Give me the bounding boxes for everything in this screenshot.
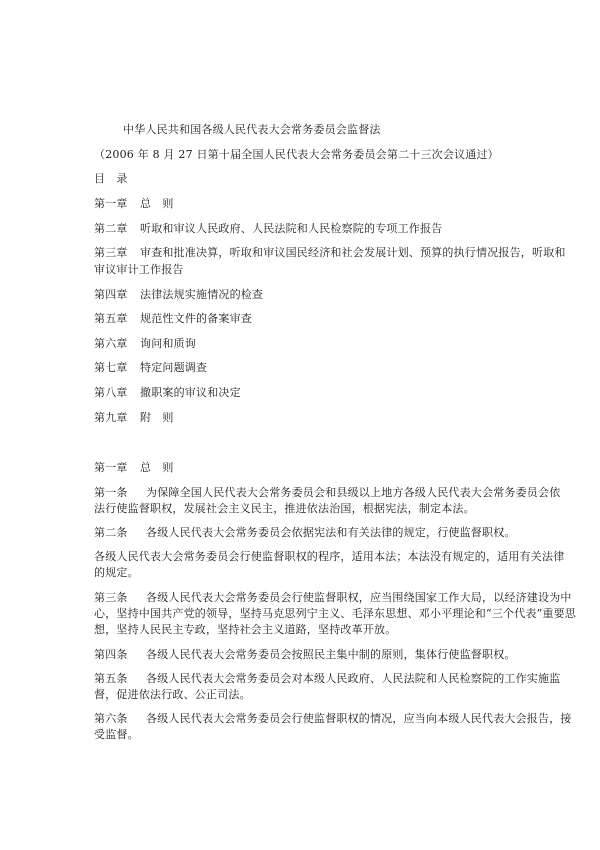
article-number: 第三条: [94, 591, 128, 604]
article-line: 的规定。: [94, 566, 139, 579]
article-line: [94, 484, 560, 501]
toc-chapter-title: 撤职案的审议和决定: [140, 386, 241, 399]
article-text: 为保障全国人民代表大会常务委员会和县级以上地方各级人民代表大会常务委员会依: [146, 486, 561, 499]
toc-chapter-number: 第四章: [94, 288, 128, 301]
toc-chapter-title: 审查和批准决算，听取和审议国民经济和社会发展计划、预算的执行情况报告，听取和: [140, 246, 566, 259]
article-line: [94, 524, 516, 541]
toc-item: [94, 310, 252, 327]
article-line: 想，坚持人民民主专政，坚持社会主义道路，坚持改革开放。: [94, 623, 397, 636]
article-text: 各级人民代表大会常务委员会行使监督职权，应当围绕国家工作大局，以经济建设为中: [146, 591, 572, 604]
article-number: 第一条: [94, 486, 128, 499]
article-line: [94, 646, 516, 663]
toc-chapter-number: 第一章: [94, 197, 128, 210]
article-line: 受监督。: [94, 728, 139, 741]
article-number: 第二条: [94, 526, 128, 539]
article-number: 第五条: [94, 672, 128, 685]
article-number: 第六条: [94, 712, 128, 725]
toc-chapter-title: 规范性文件的备案审查: [140, 312, 252, 325]
toc-item: [94, 220, 442, 237]
article-text: 各级人民代表大会常务委员会按照民主集中制的原则，集体行使监督职权。: [146, 648, 516, 661]
article-line: [94, 589, 572, 606]
toc-chapter-number: 第二章: [94, 222, 128, 235]
article-line: 督，促进依法行政、公正司法。: [94, 688, 251, 701]
article-number: 第四条: [94, 648, 128, 661]
article-line: 各级人民代表大会常务委员会行使监督职权的程序，适用本法；本法没有规定的，适用有关法律: [94, 550, 565, 563]
toc-item: [94, 195, 174, 212]
toc-chapter-number: 第五章: [94, 312, 128, 325]
toc-chapter-title: 总 则: [140, 197, 174, 210]
article-line: 心，坚持中国共产党的领导，坚持马克思列宁主义、毛泽东思想、邓小平理论和“三个代表”重要思: [94, 607, 577, 620]
article-text: 各级人民代表大会常务委员会依据宪法和有关法律的规定，行使监督职权。: [146, 526, 516, 539]
toc-chapter-number: 第三章: [94, 246, 128, 259]
toc-chapter-title: 听取和审议人民政府、人民法院和人民检察院的专项工作报告: [140, 222, 443, 235]
toc-chapter-title: 询问和质询: [140, 337, 196, 350]
toc-item: [94, 359, 207, 376]
article-text: 各级人民代表大会常务委员会对本级人民政府、人民法院和人民检察院的工作实施监: [146, 672, 561, 685]
chapter-number: 第一章: [94, 461, 128, 474]
toc-item: [94, 384, 241, 401]
article-line: [94, 710, 572, 727]
toc-chapter-number: 第七章: [94, 361, 128, 374]
chapter-heading: [94, 459, 174, 476]
toc-chapter-title: 附 则: [140, 411, 174, 424]
toc-item: [94, 244, 566, 261]
toc-heading: 目 录: [94, 172, 128, 185]
chapter-title: 总 则: [140, 461, 174, 474]
law-title: 中华人民共和国各级人民代表大会常务委员会监督法: [123, 123, 381, 136]
toc-item: [94, 409, 174, 426]
article-text: 各级人民代表大会常务委员会行使监督职权的情况，应当向本级人民代表大会报告，接: [146, 712, 572, 725]
article-line: [94, 670, 560, 687]
adoption-note: （2006 年 8 月 27 日第十届全国人民代表大会常务委员会第二十三次会议通过）: [94, 148, 499, 161]
toc-item-continuation: 审议审计工作报告: [94, 263, 184, 276]
article-line: 法行使监督职权，发展社会主义民主，推进依法治国，根据宪法，制定本法。: [94, 502, 475, 515]
toc-chapter-title: 法律法规实施情况的检查: [140, 288, 264, 301]
toc-chapter-title: 特定问题调查: [140, 361, 208, 374]
toc-chapter-number: 第六章: [94, 337, 128, 350]
toc-chapter-number: 第八章: [94, 386, 128, 399]
toc-item: [94, 286, 263, 303]
toc-item: [94, 335, 196, 352]
toc-chapter-number: 第九章: [94, 411, 128, 424]
